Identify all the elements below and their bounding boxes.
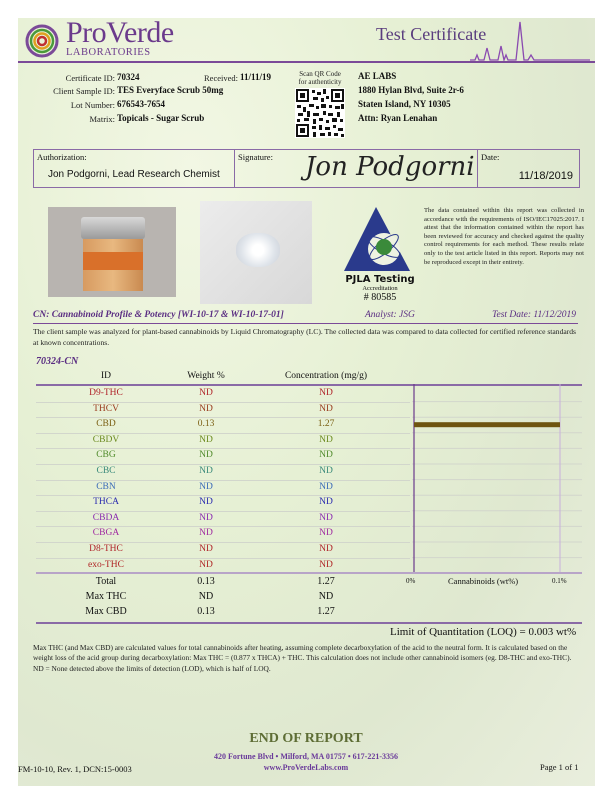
client-address	[358, 69, 464, 125]
table-row	[36, 480, 410, 497]
weight-percent: ND	[199, 481, 213, 492]
cannabinoid-id: CBDV	[92, 434, 120, 445]
lot-number: 676543-7654	[117, 99, 165, 109]
received-date: 11/11/19	[240, 72, 272, 82]
weight-percent: 0.13	[197, 419, 215, 430]
summary-divider	[36, 622, 582, 624]
table-row	[36, 433, 410, 450]
concentration: ND	[319, 559, 333, 570]
signature-label: Signature:	[238, 152, 273, 162]
calculation-note: Max THC (and Max CBD) are calculated values for total cannabinoids after heating, assuming complete decarboxylation of the acid to the neutral form. It is calculated based on the weight loss of the acid group during decarboxylation: Max THC = (0.877 x THCA) + THC. This calculation does not include other cannabinoid isomers (eg. D8-THC and exo-THC). ND = None detected above the limits of detection (LOD), which is half of LOQ.	[33, 643, 572, 673]
certificate-id: 70324	[117, 72, 140, 82]
weight-percent: ND	[199, 512, 213, 523]
authorization-date: 11/18/2019	[518, 170, 573, 182]
qr-caption	[290, 70, 350, 86]
table-row	[36, 542, 410, 559]
form-id: FM-10-10, Rev. 1, DCN:15-0003	[18, 764, 132, 774]
cannabinoid-id: THCV	[93, 403, 119, 414]
cannabinoid-id: CBGA	[92, 528, 120, 539]
summary-concentration: 1.27	[317, 576, 335, 587]
cannabinoid-id: D8-THC	[89, 544, 123, 554]
end-of-report: END OF REPORT	[249, 731, 363, 746]
cannabinoid-id: CBC	[96, 466, 116, 476]
product-photo	[48, 207, 176, 297]
concentration: ND	[319, 450, 333, 461]
concentration: ND	[319, 544, 333, 554]
chart-bar-cbd	[414, 422, 560, 427]
cannabinoid-id: CBDA	[92, 512, 120, 523]
concentration: ND	[319, 388, 333, 398]
summary-weight: 0.13	[197, 606, 215, 617]
sample-id: 70324-CN	[36, 356, 79, 367]
weight-percent: ND	[199, 466, 213, 476]
concentration: ND	[319, 481, 333, 492]
section-header	[33, 309, 578, 324]
section-title: CN: Cannabinoid Profile & Potency [WI-10-17 & WI-10-17-01]	[33, 310, 284, 320]
certificate-id-label: Certificate ID:	[65, 73, 115, 83]
signature: Jon Podgorni	[305, 152, 475, 182]
weight-percent: ND	[199, 559, 213, 570]
test-date: Test Date: 11/12/2019	[492, 310, 576, 320]
footer-address-line: 420 Fortune Blvd • Milford, MA 01757 • 617-221-3356	[213, 752, 399, 761]
x-axis-label: Cannabinoids (wt%)	[448, 576, 519, 586]
logo-subtitle: LABORATORIES	[66, 47, 151, 58]
table-bottom-divider	[36, 572, 582, 574]
analyst: Analyst: JSG	[365, 310, 415, 320]
accreditation-statement: The data contained within this report was collected in accordance with the requirements of ISO/IEC17025:2017. I attest that the information contained within the report has been reviewed for accuracy and checked against the quality control requirements for each method. These results relate only to the test article listed in this report. Reports may not be reproduced except in their entirety.	[424, 207, 584, 266]
client-address-1: 1880 Hylan Blvd, Suite 2r-6	[358, 85, 464, 95]
pjla-number: # 80585	[363, 292, 397, 301]
table-row	[36, 495, 410, 512]
concentration: ND	[319, 512, 333, 523]
summary-id: Total	[95, 576, 117, 587]
received-label: Received:	[204, 73, 238, 83]
cannabinoid-id: CBN	[96, 481, 116, 492]
page-number: Page 1 of 1	[540, 762, 579, 772]
authorization-cell	[34, 150, 235, 187]
logo-rings-icon	[24, 24, 64, 58]
matrix-value: Topicals - Sugar Scrub	[117, 113, 205, 123]
table-row	[36, 448, 410, 465]
x-tick-0: 0%	[406, 577, 416, 585]
authorized-by: Jon Podgorni, Lead Research Chemist	[48, 169, 220, 180]
date-cell	[478, 150, 579, 187]
qr-caption-line-1: Scan QR Code	[299, 70, 341, 78]
summary-id: Max CBD	[85, 606, 127, 617]
summary-concentration: ND	[318, 591, 334, 602]
client-sample-id: TES Everyface Scrub 50mg	[117, 85, 224, 95]
x-tick-1: 0.1%	[552, 577, 567, 585]
qr-code-icon[interactable]	[295, 88, 345, 138]
chromatogram-peaks-icon	[470, 18, 590, 62]
certificate-title: Test Certificate	[376, 24, 487, 44]
sample-photo	[200, 201, 312, 304]
header-divider	[18, 61, 595, 63]
concentration: ND	[319, 528, 333, 539]
weight-percent: ND	[199, 528, 213, 539]
concentration: ND	[319, 434, 333, 445]
client-attn: Attn: Ryan Lenahan	[358, 113, 438, 123]
concentration: 1.27	[317, 419, 335, 430]
pjla-name: PJLA Testing	[345, 274, 415, 285]
summary-id: Max THC	[85, 591, 127, 602]
crystal-image	[236, 233, 280, 267]
summary-weight: 0.13	[197, 576, 215, 587]
concentration: ND	[319, 403, 333, 414]
client-address-2: Staten Island, NY 10305	[358, 99, 451, 109]
date-label: Date:	[481, 152, 500, 162]
weight-percent: ND	[199, 497, 213, 508]
table-row	[36, 417, 410, 434]
client-name: AE LABS	[358, 71, 397, 81]
cannabinoid-id: CBG	[96, 450, 116, 461]
jar-image	[81, 217, 145, 293]
pjla-accreditation-logo	[340, 203, 420, 301]
weight-percent: ND	[199, 450, 213, 461]
column-header-weight: Weight %	[187, 371, 225, 381]
concentration: ND	[319, 497, 333, 508]
client-sample-id-label: Client Sample ID:	[53, 86, 115, 96]
footer-website[interactable]: www.ProVerdeLabs.com	[263, 763, 349, 772]
loq-statement: Limit of Quantitation (LOQ) = 0.003 wt%	[390, 626, 577, 638]
authorization-box	[33, 149, 580, 188]
cannabinoid-bar-chart	[412, 384, 582, 572]
section-intro: The client sample was analyzed for plant-based cannabinoids by Liquid Chromatography (LC). The collected data was compared to data collected for certified reference standards at known concentrations.	[33, 327, 577, 347]
cannabinoid-id: CBD	[96, 419, 116, 430]
summary-concentration: 1.27	[317, 606, 335, 617]
table-row	[36, 386, 410, 403]
weight-percent: ND	[199, 544, 213, 554]
column-header-id: ID	[100, 371, 112, 381]
signature-cell	[235, 150, 478, 187]
pjla-sub: Accreditation	[362, 285, 398, 292]
weight-percent: ND	[199, 388, 213, 398]
weight-percent: ND	[199, 434, 213, 445]
table-row	[36, 526, 410, 543]
authorization-label: Authorization:	[37, 152, 87, 162]
logo-wordmark: ProVerde	[66, 16, 174, 49]
matrix-label: Matrix:	[89, 114, 115, 124]
table-row	[36, 464, 410, 481]
weight-percent: ND	[199, 403, 213, 414]
concentration: ND	[319, 466, 333, 476]
cannabinoid-id: exo-THC	[88, 559, 124, 570]
summary-weight: ND	[198, 591, 214, 602]
cannabinoid-id: THCA	[93, 497, 119, 508]
cannabinoid-id: D9-THC	[89, 388, 123, 398]
table-row	[36, 511, 410, 528]
lot-number-label: Lot Number:	[70, 100, 115, 110]
table-row	[36, 402, 410, 419]
column-header-concentration: Concentration (mg/g)	[284, 371, 368, 381]
qr-caption-line-2: for authenticity	[298, 78, 342, 86]
